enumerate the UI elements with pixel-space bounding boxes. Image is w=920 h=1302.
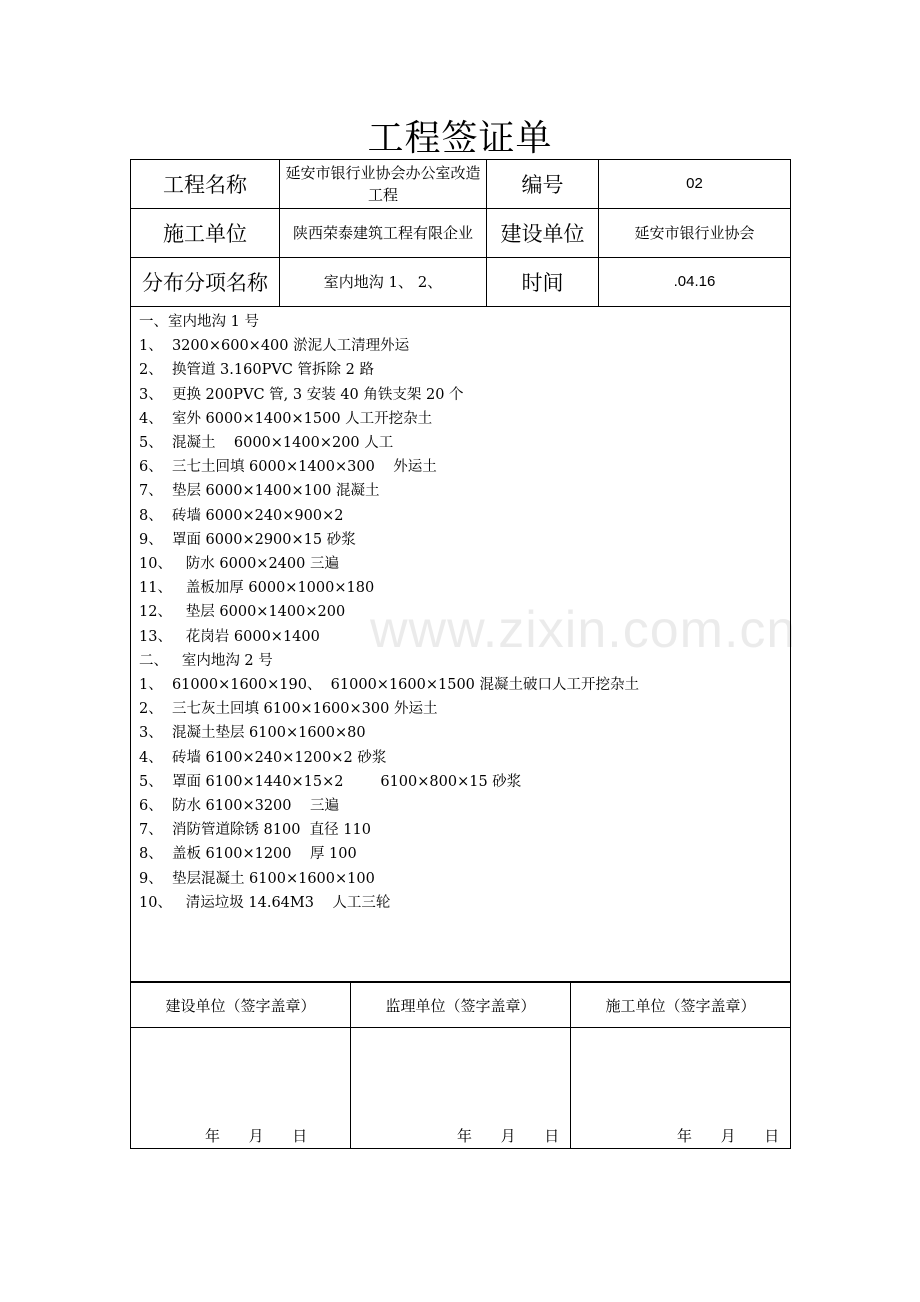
contractor-value: 陕西荣泰建筑工程有限企业 [280, 209, 487, 258]
supervisor-signature-date: 年 月 日 [457, 1127, 560, 1145]
work-item-line: 一、室内地沟 1 号 [139, 314, 259, 330]
work-item-line: 3、 更换 200PVC 管, 3 安装 40 角铁支架 20 个 [139, 386, 464, 403]
supervisor-signature-label: 监理单位（签字盖章） [351, 983, 571, 1028]
owner-signature-area[interactable] [131, 1028, 351, 1149]
work-item-line: 1、 3200×600×400 淤泥人工清理外运 [139, 338, 410, 355]
work-items-list [131, 307, 790, 918]
contractor-signature-label: 施工单位（签字盖章） [571, 983, 791, 1028]
work-item-line: 11、 盖板加厚 6000×1000×180 [139, 580, 375, 597]
work-item-line: 7、 垫层 6000×1400×100 混凝土 [139, 483, 380, 500]
section-name-label: 分布分项名称 [131, 258, 280, 307]
date-value: .04.16 [599, 258, 791, 307]
work-item-line: 2、 三七灰土回填 6100×1600×300 外运土 [139, 701, 438, 718]
work-item-line: 9、 罩面 6000×2900×15 砂浆 [139, 531, 356, 548]
supervisor-signature-area[interactable] [351, 1028, 571, 1149]
work-item-line: 6、 三七土回填 6000×1400×300 外运土 [139, 459, 437, 476]
contractor-label: 施工单位 [131, 209, 280, 258]
contractor-signature-date: 年 月 日 [677, 1127, 780, 1145]
project-name-label: 工程名称 [131, 160, 280, 209]
project-name-value: 延安市银行业协会办公室改造工程 [280, 160, 487, 209]
work-item-line: 7、 消防管道除锈 8100 直径 110 [139, 822, 371, 839]
work-item-line: 9、 垫层混凝土 6100×1600×100 [139, 870, 375, 887]
document-title: 工程签证单 [367, 118, 553, 159]
work-item-line: 13、 花岗岩 6000×1400 [139, 628, 320, 645]
work-item-line: 3、 混凝土垫层 6100×1600×80 [139, 725, 366, 742]
visa-form-table [130, 159, 791, 982]
signature-body-row [131, 1028, 791, 1149]
work-item-line: 10、 防水 6000×2400 三遍 [139, 556, 339, 573]
work-item-line: 5、 罩面 6100×1440×15×2 6100×800×15 砂浆 [139, 773, 522, 790]
number-value: 02 [599, 160, 791, 209]
work-item-line: 6、 防水 6100×3200 三遍 [139, 798, 339, 815]
signature-table [130, 982, 791, 1149]
owner-value: 延安市银行业协会 [599, 209, 791, 258]
header-row-2 [131, 209, 791, 258]
owner-signature-date: 年 月 日 [205, 1127, 308, 1145]
work-item-line: 8、 盖板 6100×1200 厚 100 [139, 846, 357, 863]
work-item-line: 1、 61000×1600×190、 61000×1600×1500 混凝土破口人工开挖杂土 [139, 677, 640, 694]
work-item-line: 4、 室外 6000×1400×1500 人工开挖杂土 [139, 410, 433, 427]
number-label: 编号 [487, 160, 599, 209]
owner-signature-label: 建设单位（签字盖章） [131, 983, 351, 1028]
work-item-line: 5、 混凝土 6000×1400×200 人工 [139, 435, 394, 452]
work-item-line: 8、 砖墙 6000×240×900×2 [139, 507, 344, 524]
content-row [131, 307, 791, 982]
date-label: 时间 [487, 258, 599, 307]
work-item-line: 12、 垫层 6000×1400×200 [139, 604, 346, 621]
contractor-signature-area[interactable] [571, 1028, 791, 1149]
work-item-line: 2、 换管道 3.160PVC 管拆除 2 路 [139, 362, 374, 379]
watermark: www.zixin.com.cn [370, 601, 797, 659]
header-row-1 [131, 160, 791, 209]
header-row-3 [131, 258, 791, 307]
work-item-line: 10、 清运垃圾 14.64M3 人工三轮 [139, 894, 391, 911]
work-item-line: 二、 室内地沟 2 号 [139, 652, 273, 669]
owner-label: 建设单位 [487, 209, 599, 258]
content-cell [131, 307, 791, 982]
signature-header-row [131, 983, 791, 1028]
section-name-value: 室内地沟 1、 2、 [280, 258, 487, 307]
work-item-line: 4、 砖墙 6100×240×1200×2 砂浆 [139, 749, 387, 766]
